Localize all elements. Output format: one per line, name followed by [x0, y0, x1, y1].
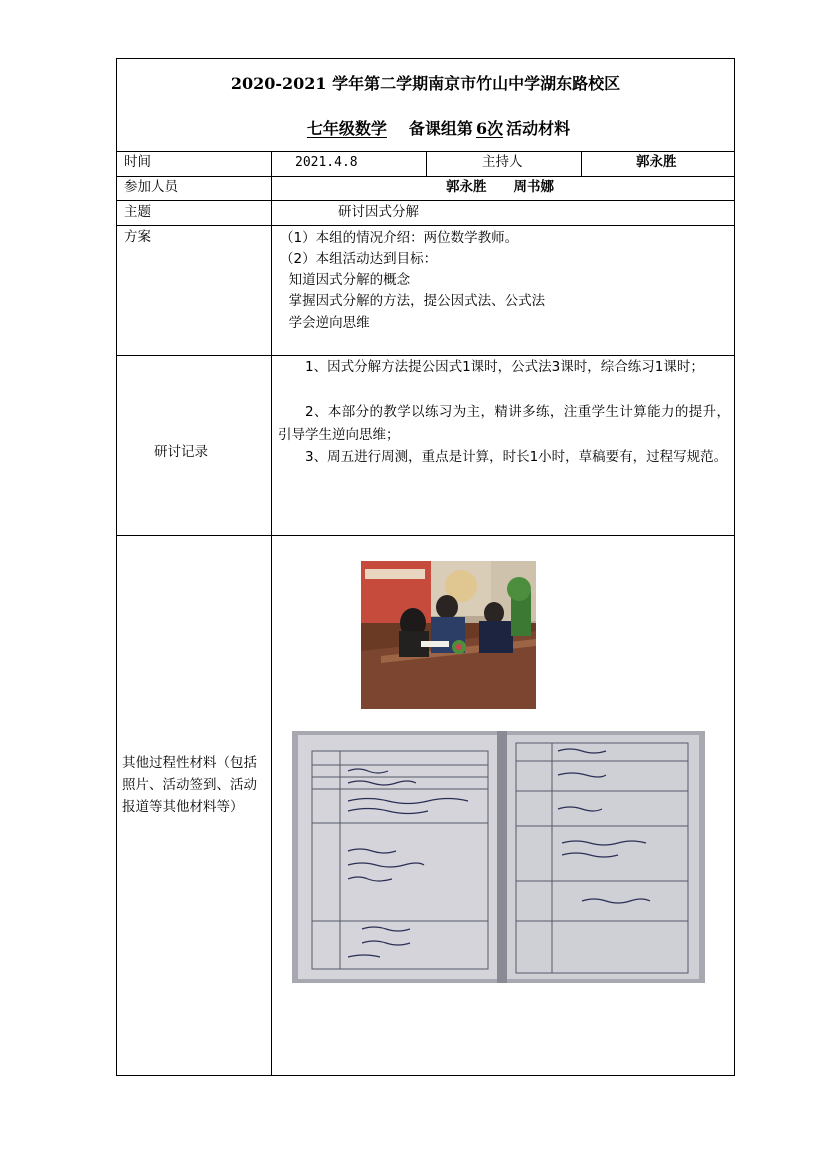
record-label: 研讨记录 — [154, 444, 208, 460]
subtitle-end: 活动材料 — [506, 119, 571, 138]
plan-line: 知道因式分解的概念 — [280, 272, 411, 288]
divider — [581, 151, 582, 176]
divider — [426, 151, 427, 176]
record-book-graphic — [292, 731, 705, 983]
meeting-photo — [361, 561, 536, 709]
record-item: 2、本部分的教学以练习为主，精讲多练，注重学生计算能力的提升，引导学生逆向思维； — [278, 404, 730, 443]
record-item: 1、因式分解方法提公因式1课时，公式法3课时，综合练习1课时； — [305, 359, 704, 375]
divider — [116, 535, 735, 536]
topic-label: 主题 — [124, 204, 151, 220]
divider — [116, 225, 735, 226]
meeting-photo-graphic — [361, 561, 536, 709]
divider — [116, 176, 735, 177]
plan-line: （2）本组活动达到目标： — [280, 251, 438, 267]
document-title: 2020-2021 学年第二学期南京市竹山中学湖东路校区 — [230, 74, 621, 93]
subtitle-group: 七年级数学 — [306, 119, 387, 138]
host-label: 主持人 — [482, 154, 523, 170]
plan-line: 学会逆向思维 — [280, 315, 370, 331]
topic-value: 研讨因式分解 — [338, 204, 419, 220]
participants-label: 参加人员 — [124, 179, 178, 195]
time-value: 2021.4.8 — [295, 155, 358, 170]
plan-line: 掌握因式分解的方法，提公因式法、公式法 — [280, 293, 546, 309]
record-book-photo — [292, 731, 705, 983]
plan-line: （1）本组的情况介绍：两位数学教师。 — [280, 230, 519, 246]
host-value: 郭永胜 — [636, 154, 677, 170]
other-label: 其他过程性材料（包括照片、活动签到、活动报道等其他材料等） — [122, 755, 257, 815]
participants-value: 郭永胜 周书娜 — [446, 179, 554, 195]
subtitle-count: 6次 — [475, 119, 504, 138]
subtitle-mid: 备课组第 — [408, 119, 473, 138]
record-item: 3、周五进行周测，重点是计算，时长1小时，草稿要有，过程写规范。 — [305, 449, 728, 465]
divider — [116, 200, 735, 201]
plan-label: 方案 — [124, 229, 151, 245]
time-label: 时间 — [124, 154, 151, 170]
divider — [271, 151, 272, 1076]
